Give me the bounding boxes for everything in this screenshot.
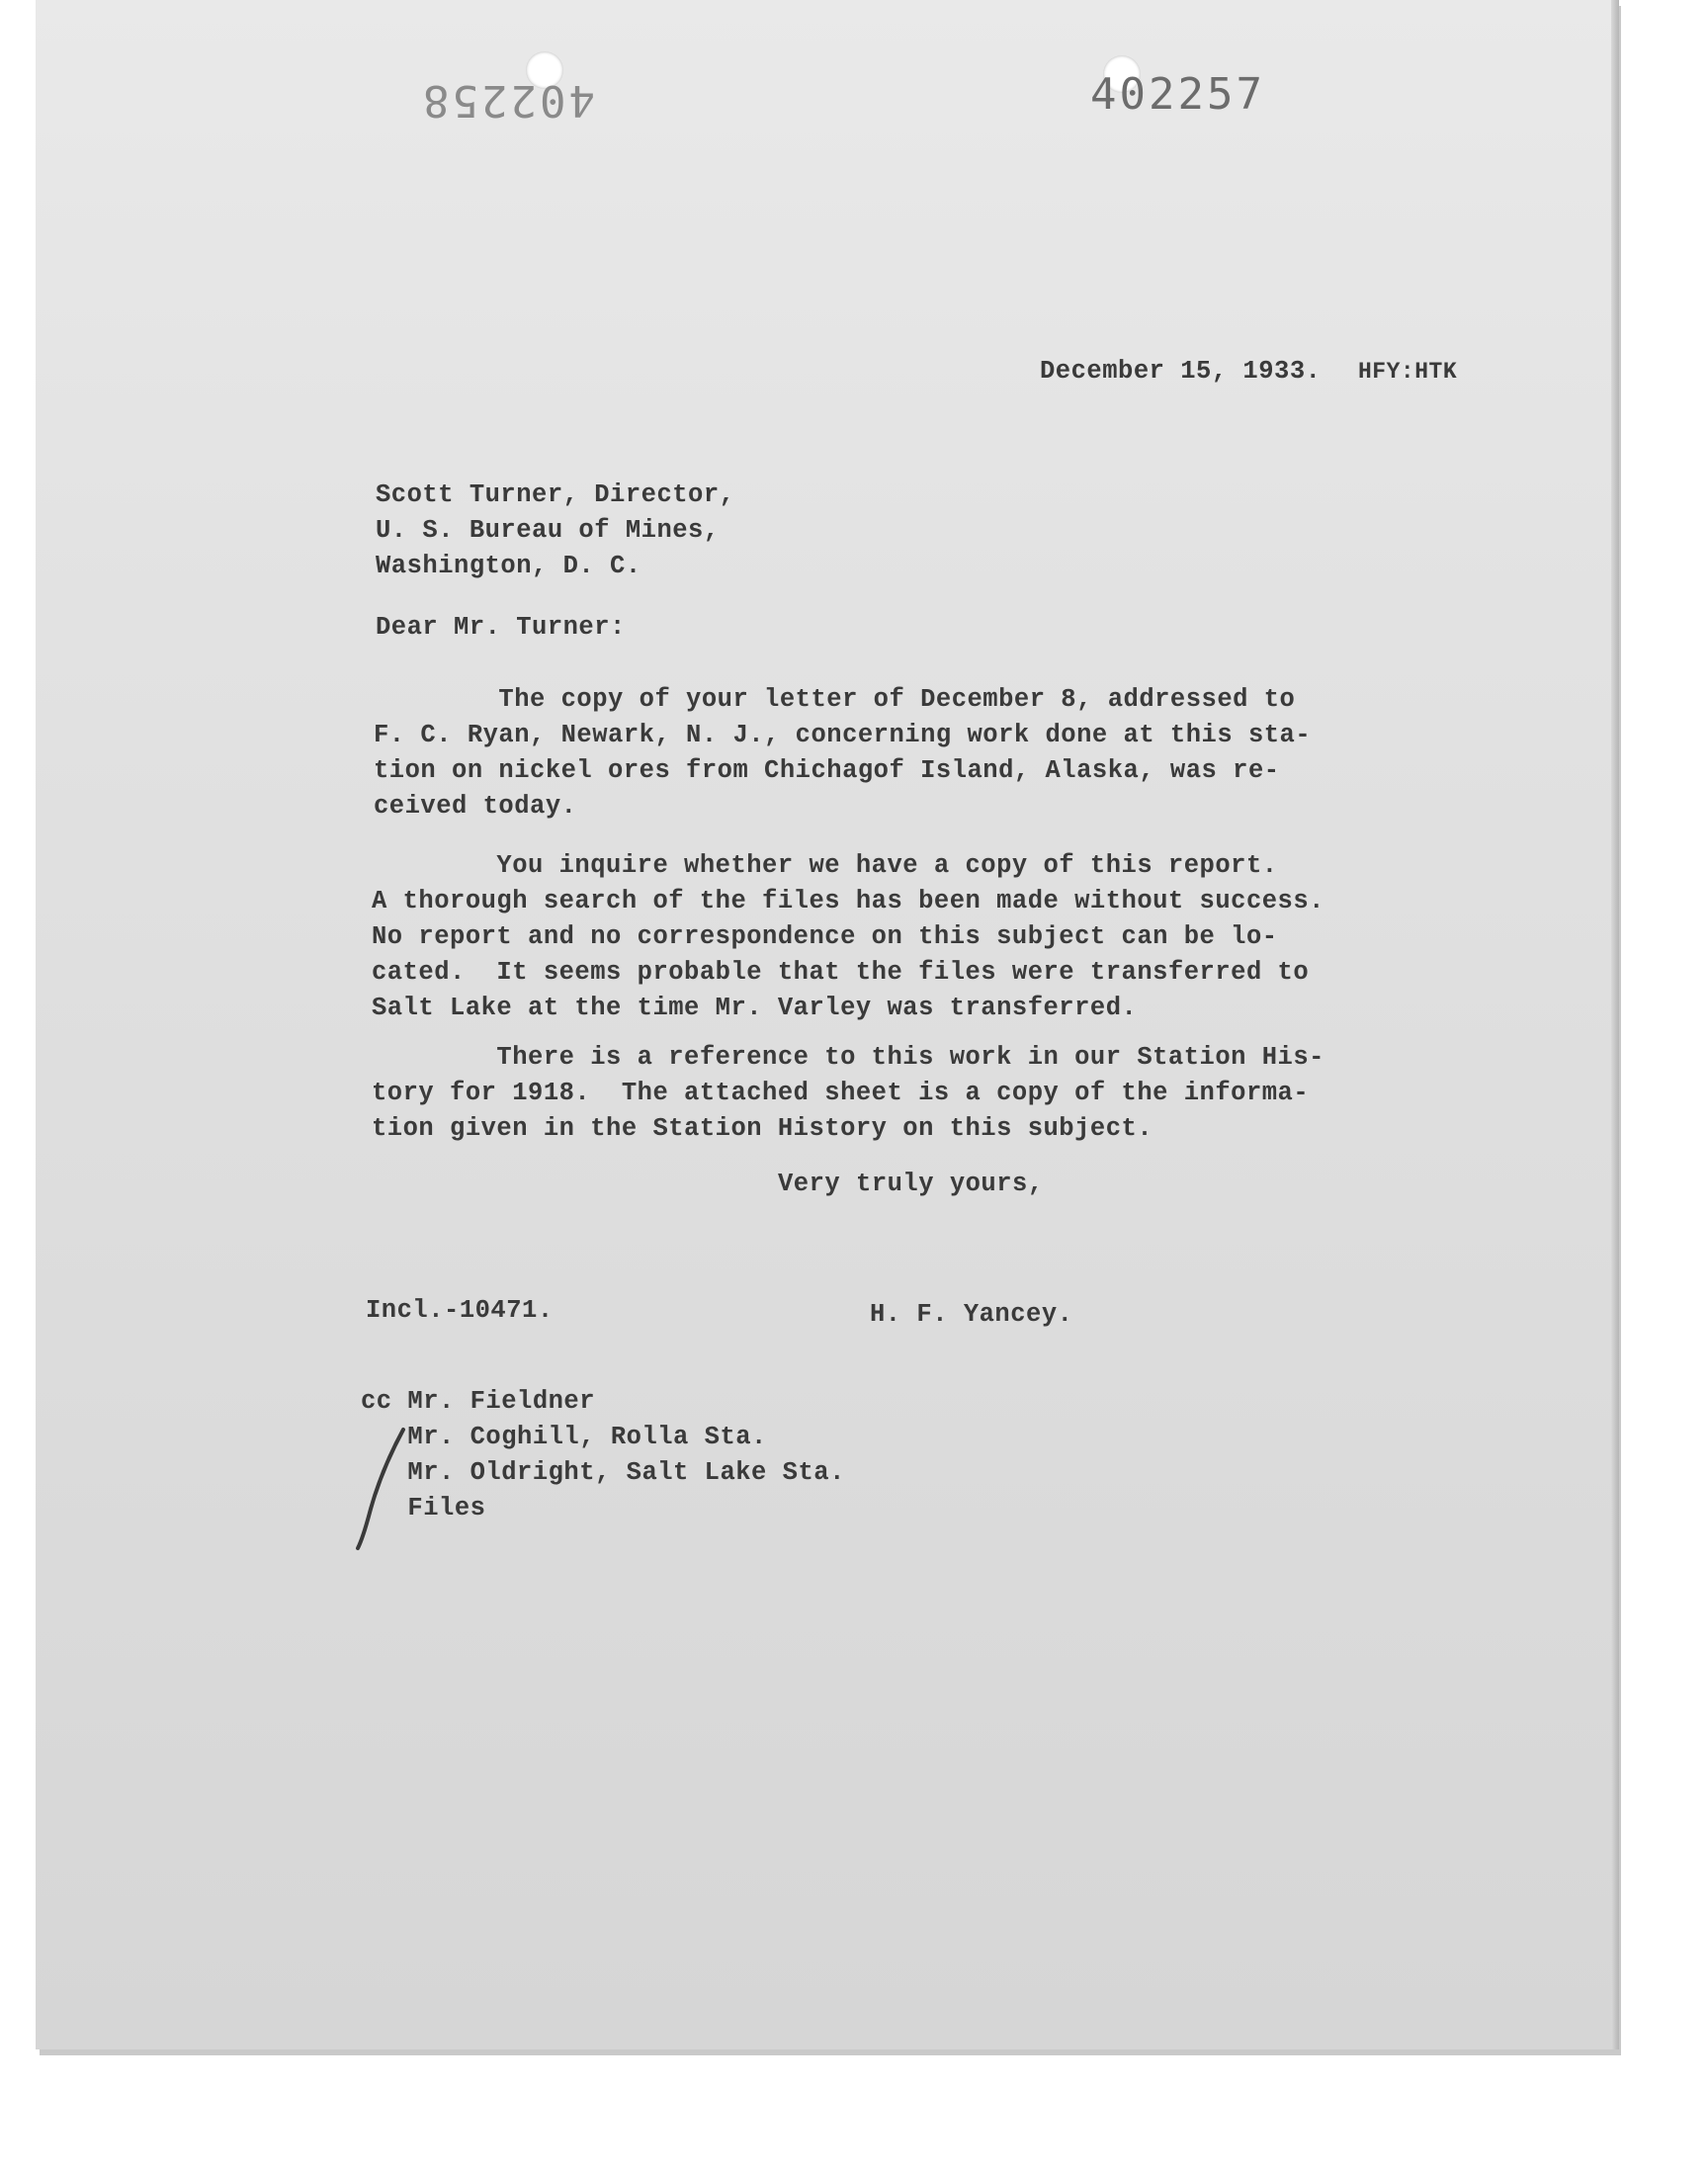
paragraph-line: You inquire whether we have a copy of this report. [372,851,1278,880]
cc-line: Mr. Coghill, Rolla Sta. [361,1423,767,1451]
date-line: December 15, 1933. [1040,357,1322,386]
paragraph-line: A thorough search of the files has been made without success. [372,887,1324,915]
file-number-mirrored: 402258 [420,75,595,126]
signature: H. F. Yancey. [870,1300,1073,1329]
cc-line: cc Mr. Fieldner [361,1387,596,1416]
page-edge [1611,0,1619,2049]
paragraph-line: tion given in the Station History on this subject. [372,1114,1153,1143]
paragraph-line: F. C. Ryan, Newark, N. J., concerning work done at this sta- [374,721,1312,749]
handwritten-check-mark [346,1424,425,1552]
paragraph-line: There is a reference to this work in our Station His- [372,1043,1324,1072]
paragraph-line: Salt Lake at the time Mr. Varley was transferred. [372,994,1138,1022]
cc-line: Mr. Oldright, Salt Lake Sta. [361,1458,845,1487]
scan-margin [0,2084,1708,2175]
paragraph-line: No report and no correspondence on this subject can be lo- [372,922,1278,951]
reference-initials: HFY:HTK [1358,359,1458,385]
paragraph-line: cated. It seems probable that the files were transferred to [372,958,1310,987]
cc-line: Files [361,1494,486,1522]
paragraph-line: tory for 1918. The attached sheet is a copy of the informa- [372,1079,1310,1107]
enclosure: Incl.-10471. [366,1296,554,1325]
salutation: Dear Mr. Turner: [376,613,626,642]
paragraph-line: ceived today. [374,792,577,821]
recipient-line: U. S. Bureau of Mines, [376,516,720,545]
paragraph-line: The copy of your letter of December 8, addressed to [374,685,1296,714]
paragraph-line: tion on nickel ores from Chichagof Island, Alaska, was re- [374,756,1280,785]
recipient-line: Washington, D. C. [376,552,641,580]
closing: Very truly yours, [778,1170,1044,1198]
file-number: 402257 [1090,69,1265,120]
recipient-line: Scott Turner, Director, [376,480,735,509]
